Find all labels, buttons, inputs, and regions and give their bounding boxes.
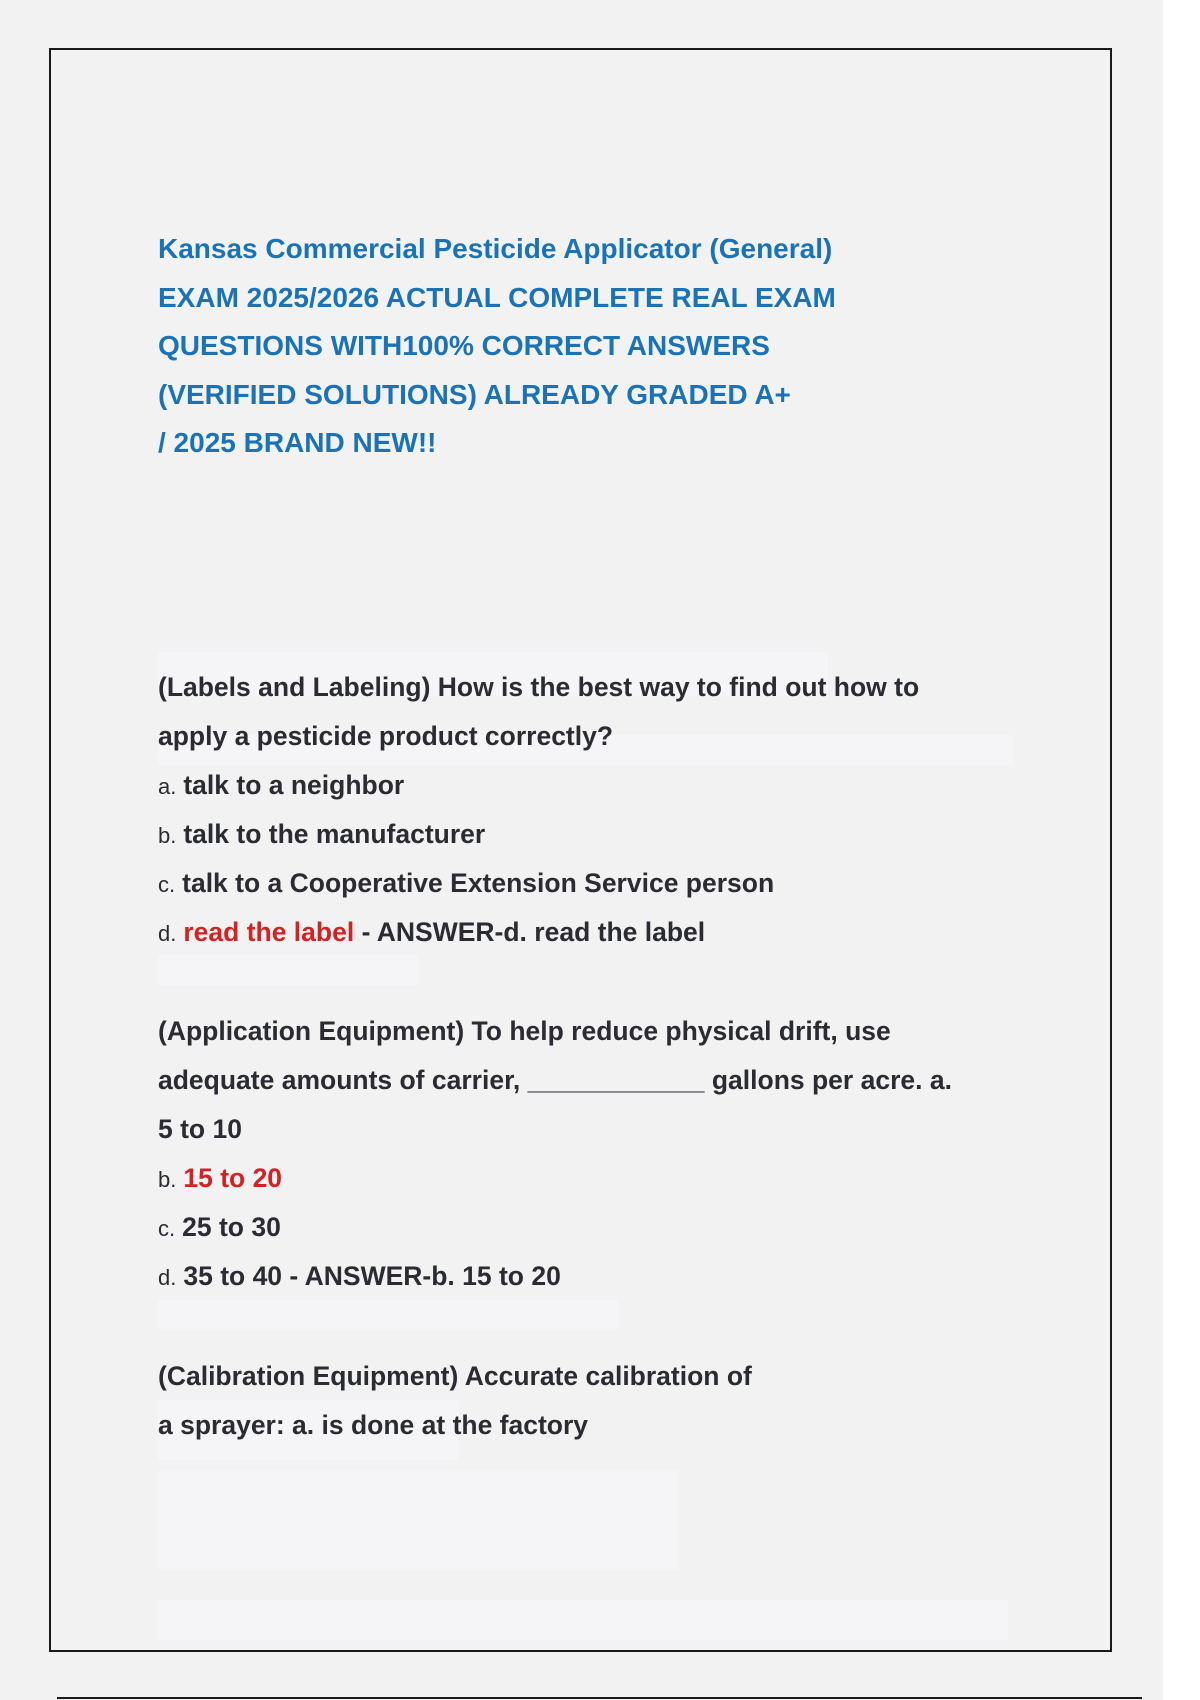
question-2 [158, 1007, 1038, 1301]
title-line: QUESTIONS WITH100% CORRECT ANSWERS [158, 330, 770, 361]
answer-option-b [158, 810, 1038, 859]
page-separator [57, 1697, 1142, 1699]
title-line: / 2025 BRAND NEW!! [158, 427, 437, 458]
option-letter: c. [158, 1216, 176, 1241]
option-letter: b. [158, 823, 177, 848]
option-letter: b. [158, 1167, 177, 1192]
title-line: Kansas Commercial Pesticide Applicator (General) [158, 233, 833, 264]
correct-answer-highlight: read the label [183, 917, 355, 947]
option-letter: d. [158, 1265, 177, 1290]
question-stem: (Application Equipment) To help reduce physical drift, use [158, 1016, 891, 1046]
question-stem: apply a pesticide product correctly? [158, 721, 614, 751]
option-text: talk to a Cooperative Extension Service person [182, 868, 775, 898]
answer-option-d [158, 1252, 1038, 1301]
question-stem: adequate amounts of carrier, ____________ gallons per acre. a. [158, 1065, 952, 1095]
correct-answer-highlight: 15 to 20 [183, 1163, 283, 1193]
option-text: 35 to 40 - ANSWER-b. 15 to 20 [183, 1261, 561, 1291]
answer-option-d [158, 908, 1038, 957]
question-stem: (Labels and Labeling) How is the best way to find out how to [158, 672, 920, 702]
text-shading [158, 1600, 1008, 1640]
answer-option-a [158, 761, 1038, 810]
title-line: EXAM 2025/2026 ACTUAL COMPLETE REAL EXAM [158, 281, 836, 313]
option-text: talk to the manufacturer [183, 819, 486, 849]
text-shading [158, 1300, 618, 1330]
option-letter: a. [158, 774, 177, 799]
question-stem: 5 to 10 [158, 1114, 242, 1144]
question-3 [158, 1352, 1038, 1450]
question-1 [158, 663, 1038, 957]
title-line: (VERIFIED SOLUTIONS) ALREADY GRADED A+ [158, 378, 791, 410]
question-stem: a sprayer: a. is done at the factory [158, 1410, 589, 1440]
answer-option-c [158, 859, 1038, 908]
answer-option-b [158, 1154, 1038, 1203]
text-shading [158, 1470, 678, 1570]
text-shading [158, 955, 418, 985]
question-stem: (Calibration Equipment) Accurate calibration of [158, 1361, 752, 1391]
option-text: 25 to 30 [182, 1212, 281, 1242]
page-margin-strip [1163, 0, 1200, 1700]
option-letter: d. [158, 921, 177, 946]
document-title [158, 225, 836, 468]
option-letter: c. [158, 872, 176, 897]
answer-key-text: - ANSWER-d. read the label [354, 917, 706, 947]
answer-option-c [158, 1203, 1038, 1252]
option-text: talk to a neighbor [183, 770, 405, 800]
